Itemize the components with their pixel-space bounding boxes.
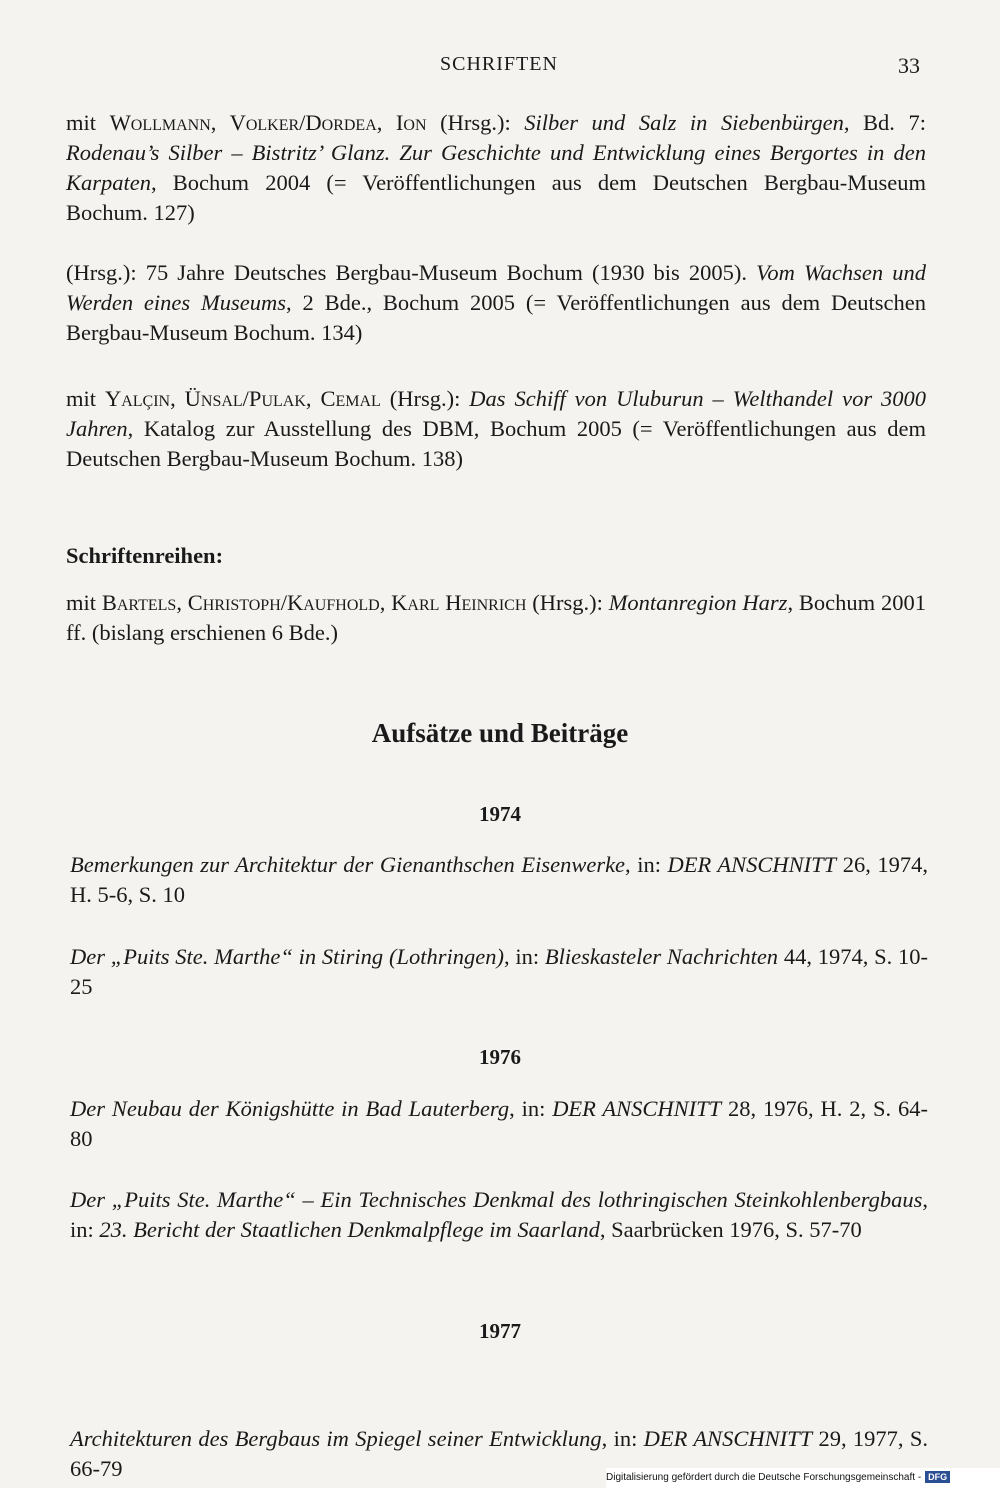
journal-name: 23. Bericht der Staatlichen Denkmalpflege im Saarland [99, 1217, 600, 1242]
article-entry: Der Neubau der Königshütte in Bad Lauterberg, in: DER ANSCHNITT 28, 1976, H. 2, S. 64-80 [70, 1096, 928, 1151]
publication-entry: mit Wollmann, Volker/Dordea, Ion (Hrsg.): Silber und Salz in Siebenbürgen, Bd. 7: Rodenau’s Silber – Bistritz’ Glanz. Zur Geschichte und Entwicklung eines Bergortes in den Karpaten, Bochum 2004 (= Veröffentlichungen aus dem Deutschen Bergbau-Museum Bochum. 127) [66, 110, 926, 225]
year-heading: 1977 [479, 1319, 521, 1343]
footer-text: Digitalisierung gefördert durch die Deutsche Forschungsgemeinschaft - [606, 1472, 922, 1483]
series-title: Montanregion Harz [608, 590, 788, 615]
year-heading: 1974 [479, 802, 521, 826]
section-heading: Aufsätze und Beiträge [371, 718, 629, 748]
digitization-footer [606, 1468, 1000, 1488]
article-title: Architekturen des Bergbaus im Spiegel seiner Entwicklung [70, 1426, 602, 1451]
article-entry: Architekturen des Bergbaus im Spiegel seiner Entwicklung, in: DER ANSCHNITT 29, 1977, S. 66-79 [70, 1426, 928, 1481]
article-title: Der Neubau der Königshütte in Bad Lauterberg [70, 1096, 510, 1121]
journal-name: Blieskasteler Nachrichten [544, 944, 779, 969]
editors: Wollmann, Volker/Dordea, Ion [109, 110, 427, 135]
journal-name: DER ANSCHNITT [667, 852, 837, 877]
series-heading: Schriftenreihen: [66, 543, 224, 568]
publication-subtitle: Rodenau’s Silber – Bistritz’ Glanz. Zur Geschichte und Entwicklung eines Bergortes in den Karpaten [66, 140, 926, 195]
running-header-title: SCHRIFTEN [440, 53, 558, 75]
year-heading: 1976 [479, 1045, 521, 1069]
editors: Bartels, Christoph/Kaufhold, Karl Heinrich [101, 590, 527, 615]
publication-entry: (Hrsg.): 75 Jahre Deutsches Bergbau-Museum Bochum (1930 bis 2005). Vom Wachsen und Werden eines Museums, 2 Bde., Bochum 2005 (= Veröffentlichungen aus dem Deutschen Bergbau-Museum Bochum. 134) [66, 260, 926, 345]
journal-name: DER ANSCHNITT [552, 1096, 722, 1121]
article-entry: Der „Puits Ste. Marthe“ in Stiring (Lothringen), in: Blieskasteler Nachrichten 44, 1974, S. 10-25 [70, 944, 928, 999]
publication-title: Vom Wachsen und Werden eines Museums [66, 260, 926, 315]
article-entry: Bemerkungen zur Architektur der Gienanthschen Eisenwerke, in: DER ANSCHNITT 26, 1974, H. 5-6, S. 10 [70, 852, 928, 907]
publication-title: Silber und Salz in Siebenbürgen [524, 110, 844, 135]
article-title: Der „Puits Ste. Marthe“ – Ein Technisches Denkmal des lothringischen Steinkohlenbergbaus [70, 1187, 923, 1212]
dfg-logo: DFG [925, 1471, 950, 1483]
publication-entry: mit Yalçin, Ünsal/Pulak, Cemal (Hrsg.): Das Schiff von Uluburun – Welthandel vor 3000 Jahren, Katalog zur Ausstellung des DBM, Bochum 2005 (= Veröffentlichungen aus dem Deutschen Bergbau-Museum Bochum. 138) [66, 386, 927, 471]
article-entry: Der „Puits Ste. Marthe“ – Ein Technisches Denkmal des lothringischen Steinkohlenbergbaus, in: 23. Bericht der Staatlichen Denkmalpflege im Saarland, Saarbrücken 1976, S. 57-70 [70, 1187, 928, 1242]
editors: Yalçin, Ünsal/Pulak, Cemal [104, 386, 381, 411]
article-title: Der „Puits Ste. Marthe“ in Stiring (Lothringen) [70, 944, 504, 969]
article-title: Bemerkungen zur Architektur der Gienanthschen Eisenwerke [70, 852, 626, 877]
series-entry: mit Bartels, Christoph/Kaufhold, Karl Heinrich (Hrsg.): Montanregion Harz, Bochum 2001 ff. (bislang erschienen 6 Bde.) [66, 590, 927, 645]
journal-name: DER ANSCHNITT [643, 1426, 813, 1451]
page-number: 33 [898, 53, 920, 78]
publication-title: Das Schiff von Uluburun – Welthandel vor 3000 Jahren [66, 386, 927, 441]
